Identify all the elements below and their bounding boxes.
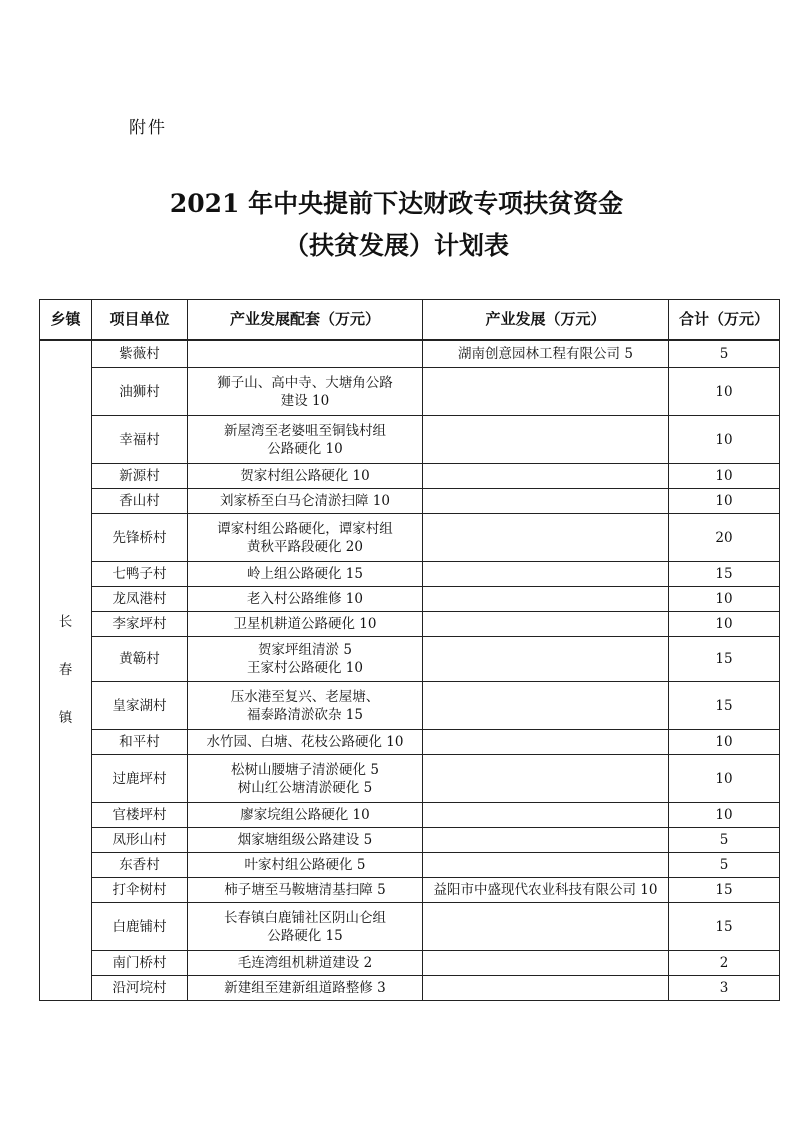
support-line: 贺家村组公路硬化 10 xyxy=(240,468,370,484)
table-header-row xyxy=(40,300,780,340)
dev-cell xyxy=(423,612,669,637)
dev-cell xyxy=(423,368,669,416)
page-title-line1: 2021 年中央提前下达财政专项扶贫资金 xyxy=(169,189,624,218)
support-cell xyxy=(188,464,423,489)
table-row xyxy=(40,587,780,612)
support-line: 松树山腰塘子清淤硬化 5 xyxy=(231,761,379,778)
dev-cell xyxy=(423,416,669,464)
unit-cell: 先锋桥村 xyxy=(92,514,188,562)
support-line: 长春镇白鹿铺社区阴山仑组 xyxy=(224,909,386,926)
table-row xyxy=(40,489,780,514)
table-row xyxy=(40,637,780,682)
support-line: 柿子塘至马鞍塘清基扫障 5 xyxy=(224,882,386,898)
support-cell xyxy=(188,853,423,878)
support-cell xyxy=(188,903,423,951)
support-line: 烟家塘组级公路建设 5 xyxy=(237,832,373,848)
support-cell xyxy=(188,976,423,1001)
support-line: 新屋湾至老婆咀至铜钱村组 xyxy=(224,422,386,439)
support-cell xyxy=(188,416,423,464)
table-row xyxy=(40,340,780,368)
attachment-label: 附件 xyxy=(129,118,167,138)
table-row xyxy=(40,976,780,1001)
total-cell: 20 xyxy=(669,514,780,562)
table-row xyxy=(40,730,780,755)
support-line: 卫星机耕道公路硬化 10 xyxy=(233,616,377,632)
table-row xyxy=(40,951,780,976)
support-line: 谭家村组公路硬化，谭家村组 xyxy=(217,520,393,537)
unit-cell: 香山村 xyxy=(92,489,188,514)
table-row xyxy=(40,755,780,803)
total-cell: 15 xyxy=(669,637,780,682)
dev-cell xyxy=(423,828,669,853)
total-cell: 10 xyxy=(669,803,780,828)
table-row xyxy=(40,803,780,828)
support-cell xyxy=(188,562,423,587)
unit-cell: 官楼坪村 xyxy=(92,803,188,828)
unit-cell: 东香村 xyxy=(92,853,188,878)
total-cell: 10 xyxy=(669,730,780,755)
unit-cell: 新源村 xyxy=(92,464,188,489)
dev-cell xyxy=(423,464,669,489)
unit-cell: 龙凤港村 xyxy=(92,587,188,612)
unit-cell: 黄簕村 xyxy=(92,637,188,682)
table-row xyxy=(40,464,780,489)
town-char: 长 xyxy=(58,614,73,631)
total-cell: 10 xyxy=(669,489,780,514)
support-cell xyxy=(188,682,423,730)
total-cell: 15 xyxy=(669,682,780,730)
dev-cell: 益阳市中盛现代农业科技有限公司 10 xyxy=(423,878,669,903)
dev-cell xyxy=(423,903,669,951)
header-total: 合计（万元） xyxy=(669,300,780,340)
total-cell: 10 xyxy=(669,416,780,464)
total-cell: 5 xyxy=(669,853,780,878)
support-cell xyxy=(188,340,423,368)
dev-cell xyxy=(423,730,669,755)
support-cell xyxy=(188,612,423,637)
support-cell xyxy=(188,368,423,416)
dev-cell xyxy=(423,489,669,514)
support-line: 压水港至复兴、老屋塘、 xyxy=(230,688,380,705)
support-cell xyxy=(188,803,423,828)
table-row xyxy=(40,853,780,878)
unit-cell: 沿河垸村 xyxy=(92,976,188,1001)
dev-cell: 湖南创意园林工程有限公司 5 xyxy=(423,340,669,368)
table-row xyxy=(40,682,780,730)
total-cell: 10 xyxy=(669,368,780,416)
total-cell: 15 xyxy=(669,878,780,903)
support-cell xyxy=(188,489,423,514)
total-cell: 3 xyxy=(669,976,780,1001)
header-unit: 项目单位 xyxy=(92,300,188,340)
plan-table xyxy=(39,299,780,1001)
support-cell xyxy=(188,951,423,976)
total-cell: 5 xyxy=(669,340,780,368)
support-line: 贺家坪组清淤 5 xyxy=(258,642,352,658)
support-line: 王家村公路硬化 10 xyxy=(247,660,363,676)
table-row xyxy=(40,416,780,464)
support-line: 黄秋平路段硬化 20 xyxy=(247,538,363,555)
unit-cell: 和平村 xyxy=(92,730,188,755)
support-line: 毛连湾组机耕道建设 2 xyxy=(237,955,373,971)
table-row xyxy=(40,562,780,587)
support-cell xyxy=(188,878,423,903)
unit-cell: 幸福村 xyxy=(92,416,188,464)
support-line: 廖家垸组公路硬化 10 xyxy=(240,807,370,823)
total-cell: 15 xyxy=(669,562,780,587)
support-cell xyxy=(188,755,423,803)
support-cell xyxy=(188,730,423,755)
header-dev: 产业发展（万元） xyxy=(423,300,669,340)
support-line: 福泰路清淤砍杂 15 xyxy=(247,706,363,723)
support-line: 刘家桥至白马仑清淤扫障 10 xyxy=(220,493,390,509)
support-line: 建设 10 xyxy=(280,392,330,409)
table-row xyxy=(40,878,780,903)
unit-cell: 过鹿坪村 xyxy=(92,755,188,803)
table-row xyxy=(40,514,780,562)
dev-cell xyxy=(423,951,669,976)
support-line: 老入村公路维修 10 xyxy=(247,591,363,607)
dev-cell xyxy=(423,755,669,803)
unit-cell: 七鸭子村 xyxy=(92,562,188,587)
dev-cell xyxy=(423,976,669,1001)
support-cell xyxy=(188,514,423,562)
dev-cell xyxy=(423,637,669,682)
dev-cell xyxy=(423,587,669,612)
dev-cell xyxy=(423,514,669,562)
unit-cell: 白鹿铺村 xyxy=(92,903,188,951)
total-cell: 2 xyxy=(669,951,780,976)
unit-cell: 南门桥村 xyxy=(92,951,188,976)
town-cell xyxy=(40,340,92,1001)
unit-cell: 油狮村 xyxy=(92,368,188,416)
support-line: 公路硬化 10 xyxy=(267,440,343,457)
page-title-line2: （扶贫发展）计划表 xyxy=(283,231,509,260)
total-cell: 15 xyxy=(669,903,780,951)
support-cell xyxy=(188,637,423,682)
support-line: 水竹园、白塘、花枝公路硬化 10 xyxy=(206,734,404,750)
support-line: 狮子山、高中寺、大塘角公路 xyxy=(217,374,393,391)
total-cell: 10 xyxy=(669,464,780,489)
unit-cell: 打伞树村 xyxy=(92,878,188,903)
town-char: 镇 xyxy=(58,710,73,727)
support-line: 公路硬化 15 xyxy=(267,927,343,944)
dev-cell xyxy=(423,562,669,587)
support-cell xyxy=(188,828,423,853)
table-row xyxy=(40,828,780,853)
dev-cell xyxy=(423,682,669,730)
table-row xyxy=(40,903,780,951)
support-line: 叶家村组公路硬化 5 xyxy=(244,857,366,873)
unit-cell: 紫薇村 xyxy=(92,340,188,368)
total-cell: 5 xyxy=(669,828,780,853)
table-row xyxy=(40,612,780,637)
dev-cell xyxy=(423,853,669,878)
unit-cell: 凤形山村 xyxy=(92,828,188,853)
table-row xyxy=(40,368,780,416)
header-support: 产业发展配套（万元） xyxy=(188,300,423,340)
support-line: 树山红公塘清淤硬化 5 xyxy=(237,779,373,796)
unit-cell: 皇家湖村 xyxy=(92,682,188,730)
town-char: 春 xyxy=(58,662,73,679)
dev-cell xyxy=(423,803,669,828)
total-cell: 10 xyxy=(669,587,780,612)
header-town: 乡镇 xyxy=(40,300,92,340)
support-line: 岭上组公路硬化 15 xyxy=(247,566,363,582)
support-cell xyxy=(188,587,423,612)
total-cell: 10 xyxy=(669,612,780,637)
unit-cell: 李家坪村 xyxy=(92,612,188,637)
support-line: 新建组至建新组道路整修 3 xyxy=(224,980,386,996)
total-cell: 10 xyxy=(669,755,780,803)
